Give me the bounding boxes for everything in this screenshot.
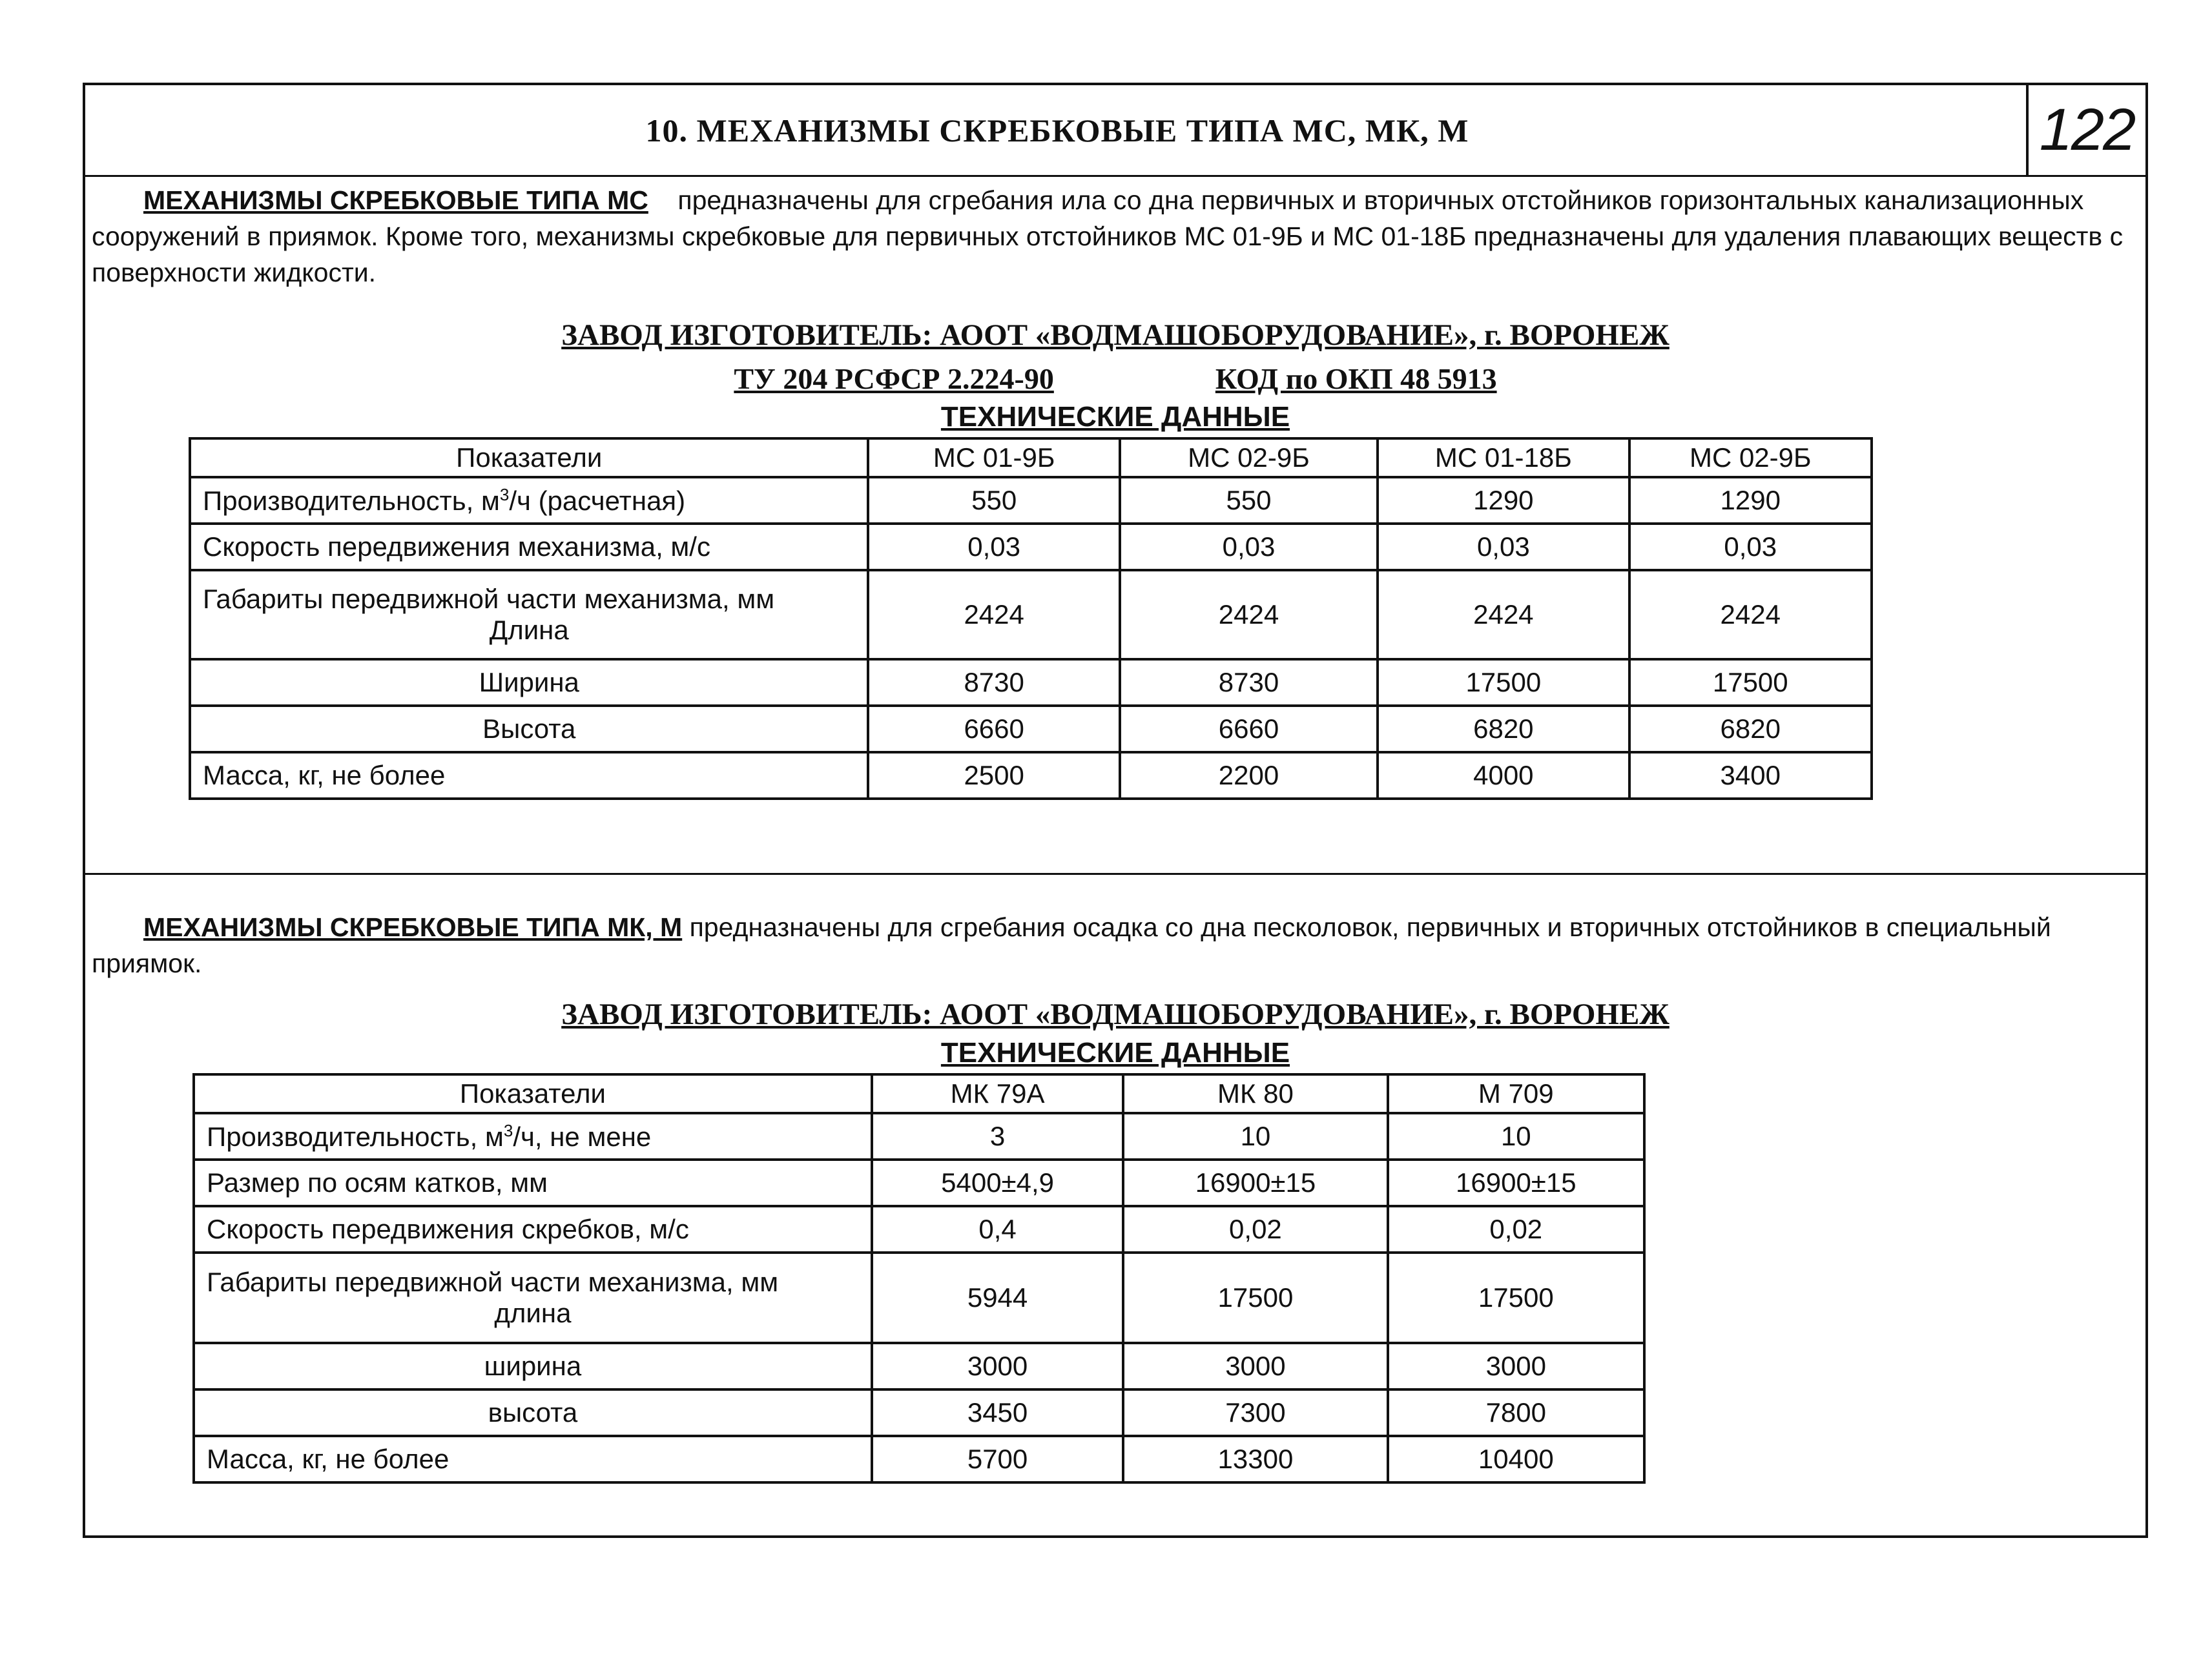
section-divider	[85, 873, 2145, 875]
row-label: Ширина	[190, 659, 868, 706]
row-label: ширина	[194, 1343, 872, 1389]
column-header: МС 02-9Б	[1629, 438, 1872, 477]
table-cell: 6660	[1120, 706, 1378, 752]
row-label: Скорость передвижения скребков, м/с	[194, 1206, 872, 1253]
table-cell: 1290	[1629, 477, 1872, 524]
row-label: Скорость передвижения механизма, м/с	[190, 524, 868, 570]
table-cell: 5400±4,9	[872, 1160, 1123, 1206]
table-row	[190, 752, 1872, 799]
section-mc-standards	[92, 362, 2139, 396]
table-cell: 17500	[1378, 659, 1629, 706]
table-cell: 3000	[1123, 1343, 1387, 1389]
table-row	[190, 524, 1872, 570]
table-cell: 10	[1123, 1113, 1387, 1160]
table-cell: 16900±15	[1388, 1160, 1644, 1206]
header	[85, 85, 2145, 177]
column-header: М 709	[1388, 1074, 1644, 1113]
section-mc-lead: МЕХАНИЗМЫ СКРЕБКОВЫЕ ТИПА МС	[143, 185, 648, 215]
section-mk-text: предназначены для сгребания осадка со дна песколовок, первичных и вторичных отстойников в специальный приямок.	[92, 912, 2051, 978]
table-row	[194, 1343, 1644, 1389]
table-cell: 0,03	[1629, 524, 1872, 570]
table-row	[190, 477, 1872, 524]
table-row	[194, 1436, 1644, 1482]
table-cell: 2424	[1120, 570, 1378, 659]
page-frame	[83, 83, 2148, 1538]
table-header-row	[194, 1074, 1644, 1113]
section-mc-tech-title: ТЕХНИЧЕСКИЕ ДАННЫЕ	[940, 401, 1290, 433]
section-mk	[92, 904, 2139, 1484]
table-cell: 3450	[872, 1389, 1123, 1436]
page-title: 10. МЕХАНИЗМЫ СКРЕБКОВЫЕ ТИПА МС, МК, М	[645, 112, 1469, 149]
table-cell: 17500	[1629, 659, 1872, 706]
table-row	[194, 1113, 1644, 1160]
table-cell: 0,02	[1123, 1206, 1387, 1253]
table-cell: 3400	[1629, 752, 1872, 799]
table-row	[194, 1206, 1644, 1253]
row-label: Габариты передвижной части механизма, мм Длина	[190, 570, 868, 659]
table-header-row	[190, 438, 1872, 477]
table-row	[190, 659, 1872, 706]
row-label: Размер по осям катков, мм	[194, 1160, 872, 1206]
okp-code: КОД по ОКП 48 5913	[1215, 362, 1497, 395]
table-row	[194, 1253, 1644, 1343]
table-cell: 0,02	[1388, 1206, 1644, 1253]
table-cell: 5944	[872, 1253, 1123, 1343]
table-cell: 7800	[1388, 1389, 1644, 1436]
row-label: высота	[194, 1389, 872, 1436]
row-label: Производительность, $м^3/ч$ (расчетная)	[190, 477, 868, 524]
table-cell: 16900±15	[1123, 1160, 1387, 1206]
table-cell: 2500	[868, 752, 1119, 799]
row-label: Масса, кг, не более	[190, 752, 868, 799]
table-cell: 3000	[1388, 1343, 1644, 1389]
column-header: МС 01-18Б	[1378, 438, 1629, 477]
column-header: МК 79А	[872, 1074, 1123, 1113]
table-cell: 7300	[1123, 1389, 1387, 1436]
table-cell: 13300	[1123, 1436, 1387, 1482]
table-cell: 1290	[1378, 477, 1629, 524]
table-cell: 0,03	[1120, 524, 1378, 570]
table-cell: 2424	[1378, 570, 1629, 659]
table-row	[194, 1160, 1644, 1206]
row-label: Габариты передвижной части механизма, мм длина	[194, 1253, 872, 1343]
table-row	[194, 1389, 1644, 1436]
table-cell: 17500	[1388, 1253, 1644, 1343]
section-mk-tech-title: ТЕХНИЧЕСКИЕ ДАННЫЕ	[940, 1037, 1290, 1069]
table-cell: 8730	[868, 659, 1119, 706]
section-mc-maker: ЗАВОД ИЗГОТОВИТЕЛЬ: АООТ «ВОДМАШОБОРУДОВАНИЕ», г. ВОРОНЕЖ	[561, 318, 1669, 352]
page-number: 122	[2026, 85, 2145, 175]
table-cell: 10400	[1388, 1436, 1644, 1482]
column-header: МС 02-9Б	[1120, 438, 1378, 477]
section-mc	[92, 177, 2139, 800]
row-label: Производительность, $м^3/ч$, не мене	[194, 1113, 872, 1160]
table-cell: 2424	[868, 570, 1119, 659]
table-cell: 3000	[872, 1343, 1123, 1389]
table-cell: 0,4	[872, 1206, 1123, 1253]
table-cell: 2200	[1120, 752, 1378, 799]
column-header: МС 01-9Б	[868, 438, 1119, 477]
column-header: Показатели	[194, 1074, 872, 1113]
table-cell: 10	[1388, 1113, 1644, 1160]
table-cell: 3	[872, 1113, 1123, 1160]
table-cell: 4000	[1378, 752, 1629, 799]
row-label: Масса, кг, не более	[194, 1436, 872, 1482]
table-cell: 0,03	[1378, 524, 1629, 570]
table-cell: 5700	[872, 1436, 1123, 1482]
section-mk-lead: МЕХАНИЗМЫ СКРЕБКОВЫЕ ТИПА МК, М	[143, 912, 683, 942]
tu-code: ТУ 204 РСФСР 2.224-90	[734, 362, 1054, 395]
spec-table-mk	[192, 1073, 1646, 1484]
table-cell: 6820	[1378, 706, 1629, 752]
table-cell: 17500	[1123, 1253, 1387, 1343]
table-cell: 550	[868, 477, 1119, 524]
table-cell: 2424	[1629, 570, 1872, 659]
row-label: Высота	[190, 706, 868, 752]
table-row	[190, 706, 1872, 752]
column-header: Показатели	[190, 438, 868, 477]
table-cell: 550	[1120, 477, 1378, 524]
table-row	[190, 570, 1872, 659]
table-cell: 0,03	[868, 524, 1119, 570]
table-cell: 8730	[1120, 659, 1378, 706]
section-mk-intro	[92, 904, 2139, 981]
table-cell: 6660	[868, 706, 1119, 752]
table-cell: 6820	[1629, 706, 1872, 752]
section-mc-intro	[92, 177, 2139, 291]
spec-table-mc	[189, 437, 1873, 800]
section-mk-maker: ЗАВОД ИЗГОТОВИТЕЛЬ: АООТ «ВОДМАШОБОРУДОВАНИЕ», г. ВОРОНЕЖ	[561, 998, 1669, 1031]
section-mc-text: предназначены для сгребания ила со дна первичных и вторичных отстойников горизонтальных канализационных сооружений в приямок. Кроме того, механизмы скребковые для первичных отстойников МС 01-9Б и МС 01-18Б предназначены для удаления плавающих веществ с поверхности жидкости.	[92, 185, 2124, 287]
column-header: МК 80	[1123, 1074, 1387, 1113]
